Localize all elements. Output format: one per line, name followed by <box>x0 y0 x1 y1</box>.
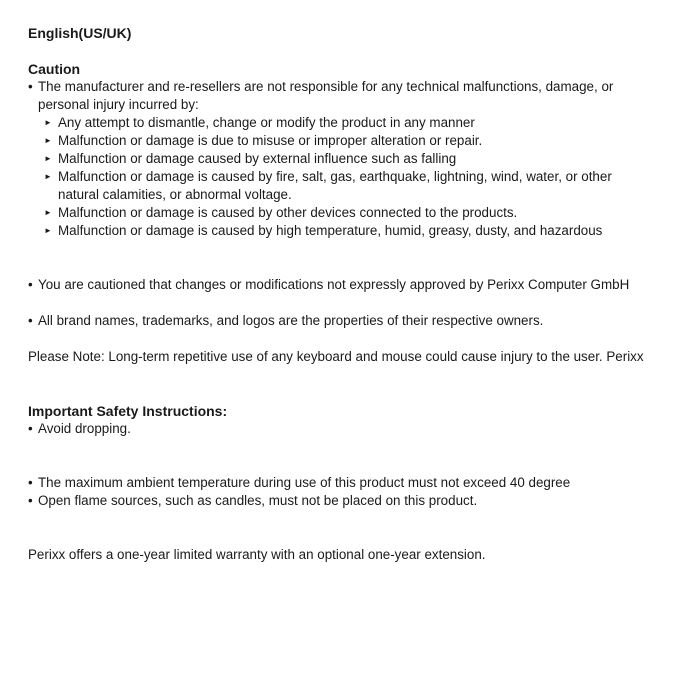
caution-item <box>28 168 668 186</box>
bullet-icon: • <box>28 79 33 94</box>
safety-item <box>28 474 668 492</box>
caution-item-text: Malfunction or damage caused by external influence such as falling <box>58 151 457 166</box>
caution-intro-line1: The manufacturer and re-resellers are not responsible for any technical malfunctions, damage, or <box>38 79 614 94</box>
caution-item-text: Malfunction or damage is caused by fire, salt, gas, earthquake, lightning, wind, water, or other <box>58 169 612 184</box>
warranty-statement: Perixx offers a one-year limited warranty with an optional one-year extension. <box>28 547 486 562</box>
language-heading: English(US/UK) <box>28 25 132 41</box>
caution-item-continuation: natural calamities, or abnormal voltage. <box>58 187 292 202</box>
notice-modifications <box>28 276 668 294</box>
bullet-icon: • <box>28 277 33 292</box>
arrow-bullet-icon: ► <box>44 154 52 163</box>
bullet-icon: • <box>28 421 33 436</box>
notice-trademarks-text: All brand names, trademarks, and logos are the properties of their respective owners. <box>38 313 544 328</box>
bullet-icon: • <box>28 313 33 328</box>
caution-item <box>28 150 668 168</box>
arrow-bullet-icon: ► <box>44 226 52 235</box>
caution-item-text: Malfunction or damage is due to misuse or improper alteration or repair. <box>58 133 483 148</box>
caution-item-text: Malfunction or damage is caused by high temperature, humid, greasy, dusty, and hazardous <box>58 223 603 238</box>
caution-item <box>28 132 668 150</box>
safety-item <box>28 492 668 510</box>
caution-item-text: Any attempt to dismantle, change or modify the product in any manner <box>58 115 475 130</box>
safety-item-text: The maximum ambient temperature during use of this product must not exceed 40 degree <box>38 475 571 490</box>
caution-item-text: Malfunction or damage is caused by other devices connected to the products. <box>58 205 518 220</box>
caution-intro <box>28 78 668 96</box>
please-note: Please Note: Long-term repetitive use of any keyboard and mouse could cause injury to the user. Perixx <box>28 349 644 364</box>
caution-item <box>28 204 668 222</box>
caution-heading: Caution <box>28 61 81 77</box>
safety-item-text: Avoid dropping. <box>38 421 131 436</box>
bullet-icon: • <box>28 493 33 508</box>
arrow-bullet-icon: ► <box>44 208 52 217</box>
arrow-bullet-icon: ► <box>44 172 52 181</box>
bullet-icon: • <box>28 475 33 490</box>
safety-heading: Important Safety Instructions: <box>28 403 228 419</box>
safety-item-text: Open flame sources, such as candles, must not be placed on this product. <box>38 493 478 508</box>
notice-modifications-text: You are cautioned that changes or modifications not expressly approved by Perixx Computer GmbH <box>38 277 630 292</box>
document-page <box>28 24 668 564</box>
arrow-bullet-icon: ► <box>44 118 52 127</box>
notice-trademarks <box>28 312 668 330</box>
caution-item <box>28 114 668 132</box>
caution-item <box>28 222 668 240</box>
caution-intro-line2: personal injury incurred by: <box>38 97 199 112</box>
safety-item <box>28 420 668 438</box>
arrow-bullet-icon: ► <box>44 136 52 145</box>
